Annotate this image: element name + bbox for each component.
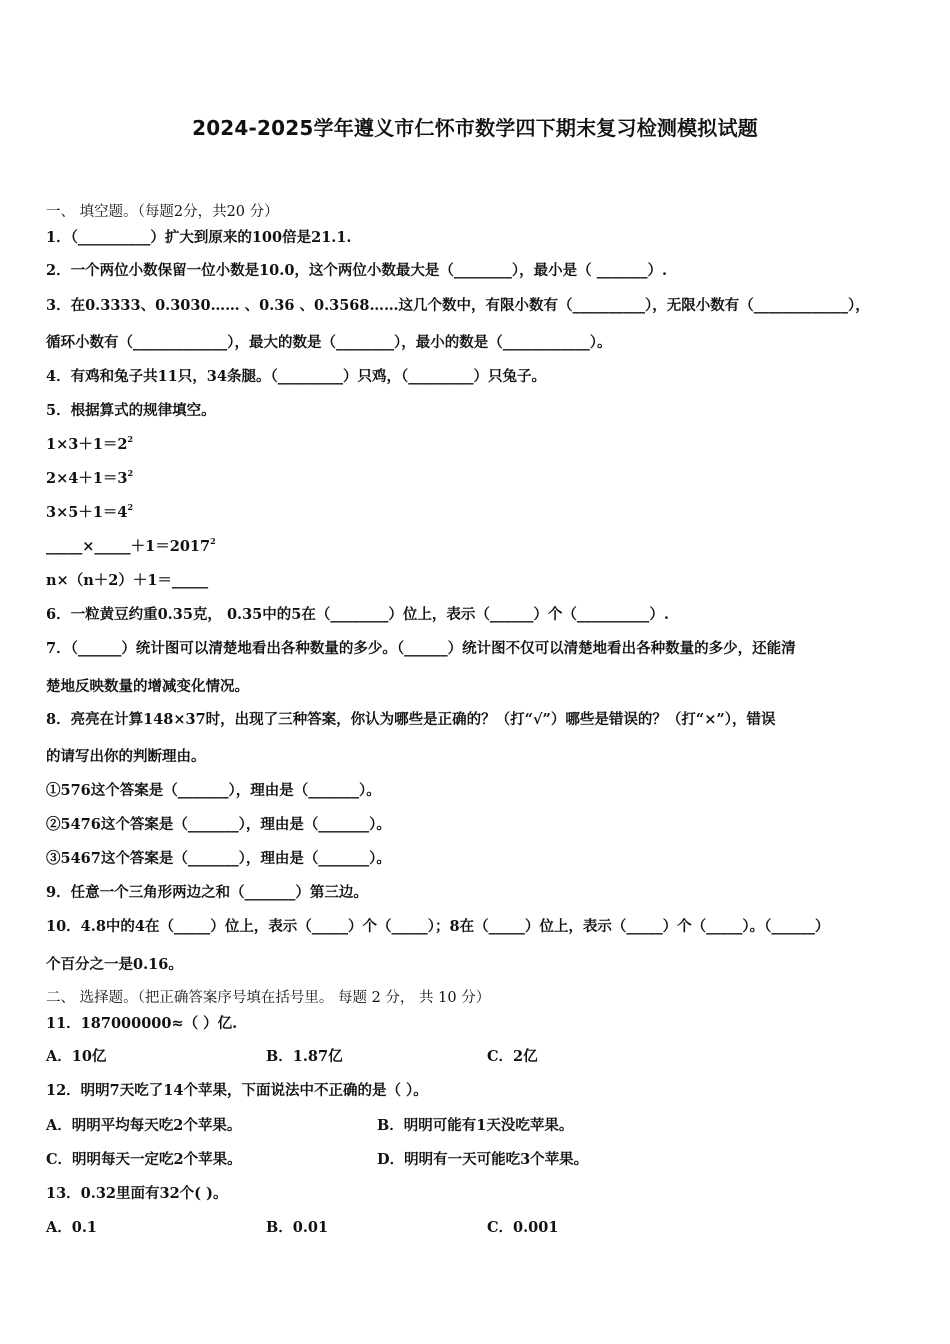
pattern-equation-5: n×（n＋2）＋1＝_____ xyxy=(46,572,209,589)
question-6: 6．一粒黄豆约重0.35克， 0.35中的5在（________）位上，表示（______）个（__________）. xyxy=(46,606,669,623)
q13-option-a: A．0.1 xyxy=(46,1219,97,1236)
question-8-line-2: 的请写出你的判断理由。 xyxy=(46,748,206,765)
question-7-line-1: 7．（______）统计图可以清楚地看出各种数量的多少。（______）统计图不仅可以清楚地看出各种数量的多少，还能清 xyxy=(46,640,796,657)
q12-option-c: C．明明每天一定吃2个苹果。 xyxy=(46,1151,242,1168)
question-7-line-2: 楚地反映数量的增减变化情况。 xyxy=(46,678,249,695)
question-8-item-c: ③5467这个答案是（_______），理由是（_______）。 xyxy=(46,850,391,867)
page-title: 2024-2025学年遵义市仁怀市数学四下期末复习检测模拟试题 xyxy=(192,116,758,140)
pattern-equation-3: $3\times 5+1=4^2$ xyxy=(46,502,134,521)
question-8-item-a: ①576这个答案是（_______），理由是（_______）。 xyxy=(46,782,381,799)
question-4: 4．有鸡和兔子共11只，34条腿。（_________）只鸡，（_________）只兔子。 xyxy=(46,368,546,385)
question-3-line-2: 循环小数有（_____________），最大的数是（________），最小的数是（____________）。 xyxy=(46,334,612,351)
pattern-equation-2: $2\times 4+1=3^2$ xyxy=(46,468,134,487)
question-11: 11．187000000≈（ ）亿. xyxy=(46,1015,238,1032)
question-8-line-1: 8．亮亮在计算148×37时，出现了三种答案，你认为哪些是正确的？（打“√”）哪些是错误的？（打“×”），错误 xyxy=(46,711,776,728)
q11-option-a: A．10亿 xyxy=(46,1048,107,1065)
q12-option-a: A．明明平均每天吃2个苹果。 xyxy=(46,1117,242,1134)
q12-option-d: D．明明有一天可能吃3个苹果。 xyxy=(377,1151,589,1168)
question-2: 2．一个两位小数保留一位小数是10.0，这个两位小数最大是（________），最小是（ _______）. xyxy=(46,262,667,279)
q13-option-b: B．0.01 xyxy=(266,1219,329,1236)
question-10-line-2: 个百分之一是0.16。 xyxy=(46,956,183,973)
question-13: 13．0.32里面有32个( )。 xyxy=(46,1185,228,1202)
q13-option-c: C．0.001 xyxy=(487,1219,559,1236)
section-2-heading: 二、 选择题。（把正确答案序号填在括号里。 每题 2 分， 共 10 分） xyxy=(46,990,491,1006)
q11-option-b: B．1.87亿 xyxy=(266,1048,343,1065)
pattern-equation-1: $1\times 3+1=2^2$ xyxy=(46,434,134,453)
pattern-equation-4: $\_\_\_\_\_\times\_\_\_\_\_+1=2017^2$ xyxy=(46,536,216,555)
question-9: 9．任意一个三角形两边之和（_______）第三边。 xyxy=(46,884,368,901)
q11-option-c: C．2亿 xyxy=(487,1048,538,1065)
question-12: 12．明明7天吃了14个苹果，下面说法中不正确的是（ ）。 xyxy=(46,1082,428,1099)
section-1-heading: 一、 填空题。（每题2分，共20 分） xyxy=(46,204,279,220)
question-10-line-1: 10．4.8中的4在（_____）位上，表示（_____）个（_____）；8在（_____）位上，表示（_____）个（_____）。（______） xyxy=(46,918,830,935)
question-1: 1．（__________）扩大到原来的100倍是21.1. xyxy=(46,229,352,246)
question-5: 5．根据算式的规律填空。 xyxy=(46,402,216,419)
q12-option-b: B．明明可能有1天没吃苹果。 xyxy=(377,1117,574,1134)
question-8-item-b: ②5476这个答案是（_______），理由是（_______）。 xyxy=(46,816,391,833)
question-3-line-1: 3．在0.3333、0.3030…… 、0.36 、0.3568……这几个数中，有限小数有（__________），无限小数有（_____________）， xyxy=(46,297,870,314)
